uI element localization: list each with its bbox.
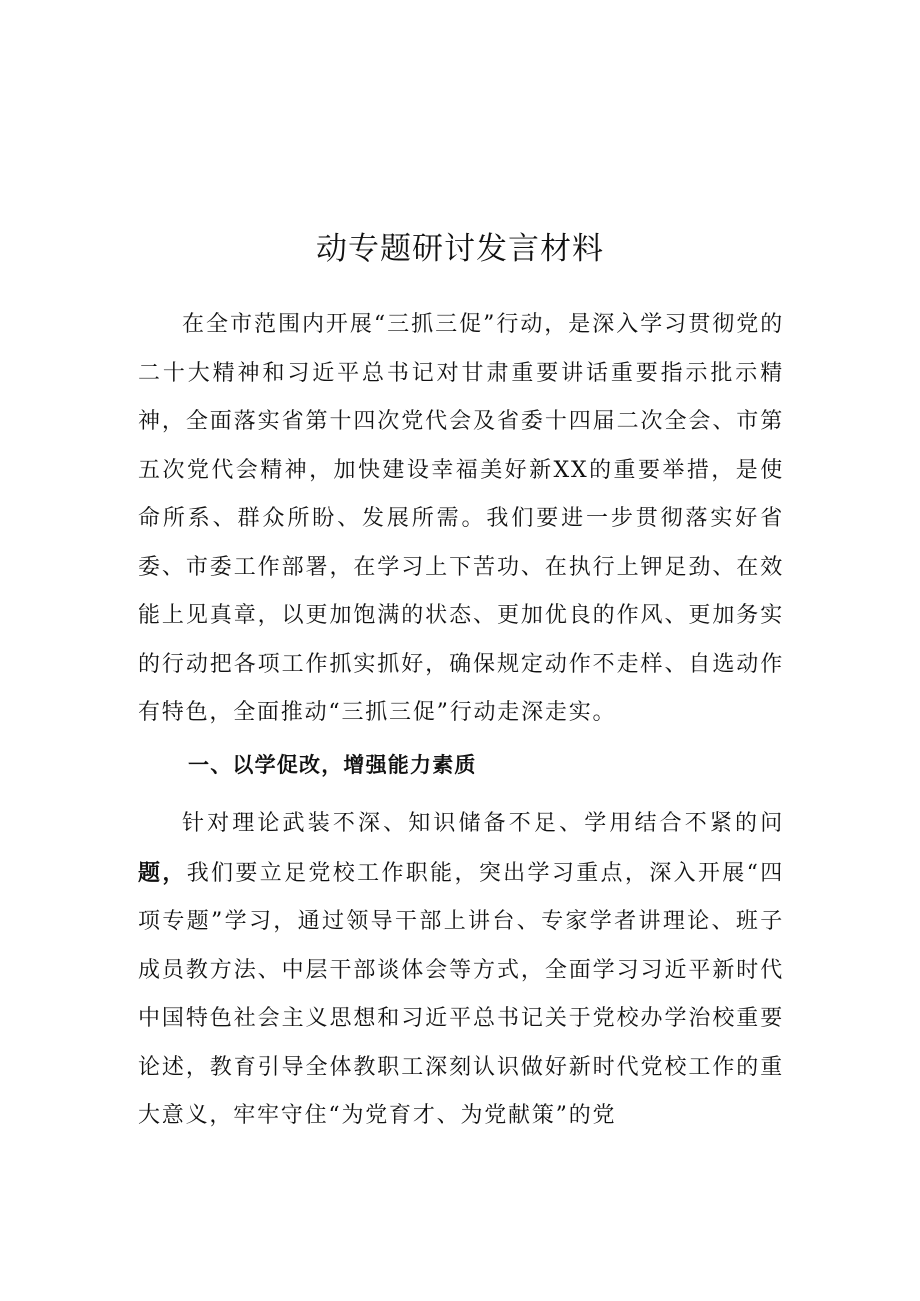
document-title: 动专题研讨发言材料 — [316, 231, 604, 267]
section-paragraph-start: 针对理论武装不深、知识储备不足、学用结合不紧的问 — [182, 811, 784, 836]
section-paragraph-rest: 我们要立足党校工作职能，突出学习重点，深入开展“四项专题”学习，通过领导干部上讲台、专家学者讲理论、班子成员教方法、中层干部谈体会等方式，全面学习习近平新时代中国特色社会主义思想和习近平总书记关于党校办学治校重要论述，教育引导全体教职工深刻认识做好新时代党校工作的重大意义，牢牢守住“为党育才、为党献策”的党 — [138, 860, 785, 1128]
section-paragraph — [138, 800, 784, 1141]
section-paragraph-bold: 题， — [138, 859, 187, 886]
section-heading: 一、以学促改，增强能力素质 — [188, 753, 477, 777]
intro-paragraph: 在全市范围内开展“三抓三促”行动，是深入学习贯彻党的二十大精神和习近平总书记对甘肃重要讲话重要指示批示精神，全面落实省第十四次党代会及省委十四届二次全会、市第五次党代会精神，加快建设幸福美好新XX的重要举措，是使命所系、群众所盼、发展所需。我们要进一步贯彻落实好省委、市委工作部署，在学习上下苦功、在执行上钾足劲、在效能上见真章，以更加饱满的状态、更加优良的作风、更加务实的行动把各项工作抓实抓好，确保规定动作不走样、自选动作有特色，全面推动“三抓三促”行动走深走实。 — [138, 312, 784, 725]
